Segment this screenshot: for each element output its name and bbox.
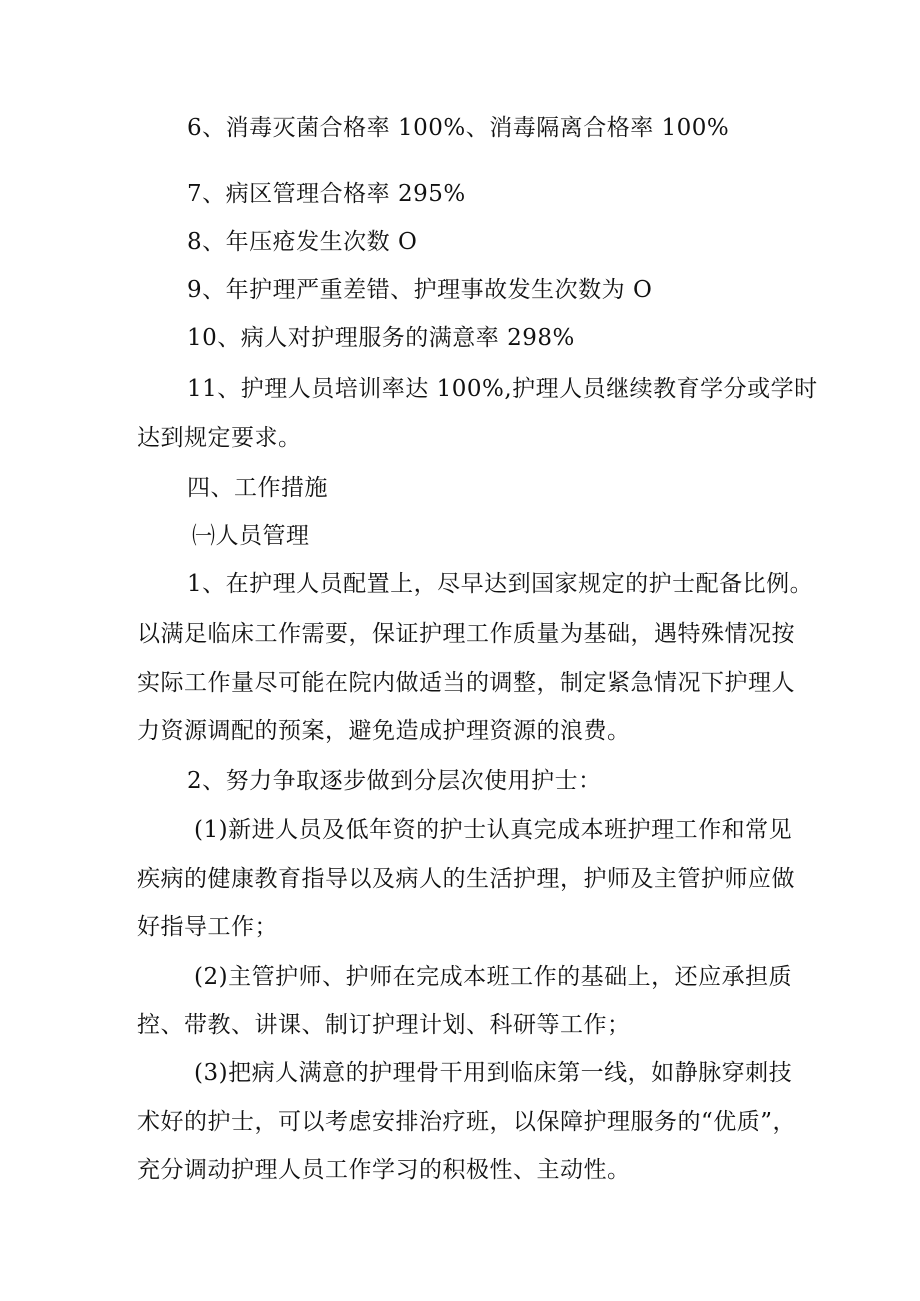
- sub-item-1-line-2: 疾病的健康教育指导以及病人的生活护理，护师及主管护师应做: [137, 866, 795, 892]
- sub-item-3-line-1: (3)把病人满意的护理骨干用到临床第一线，如静脉穿刺技: [194, 1060, 793, 1086]
- item-9-line: 9、年护理严重差错、护理事故发生次数为 O: [187, 277, 653, 303]
- measure-2-line: 2、努力争取逐步做到分层次使用护士：: [187, 768, 602, 794]
- sub-item-2-line-1: (2)主管护师、护师在完成本班工作的基础上，还应承担质: [194, 964, 793, 990]
- sub-item-3-line-3: 充分调动护理人员工作学习的积极性、主动性。: [137, 1157, 631, 1183]
- section-heading: 四、工作措施: [187, 475, 328, 501]
- measure-1-line-2: 以满足临床工作需要，保证护理工作质量为基础，遇特殊情况按: [137, 621, 795, 647]
- item-11-line: 11、护理人员培训率达 100%,护理人员继续教育学分或学时: [187, 376, 818, 402]
- item-11-continuation: 达到规定要求。: [137, 425, 302, 451]
- sub-item-2-line-2: 控、带教、讲课、制订护理计划、科研等工作；: [137, 1012, 631, 1038]
- subsection-heading: ㈠人员管理: [192, 523, 310, 549]
- item-6-line: 6、消毒灭菌合格率 100%、消毒隔离合格率 100%: [187, 115, 730, 141]
- measure-1-line-3: 实际工作量尽可能在院内做适当的调整，制定紧急情况下护理人: [137, 670, 795, 696]
- item-7-line: 7、病区管理合格率 295%: [187, 181, 466, 207]
- item-10-line: 10、病人对护理服务的满意率 298%: [187, 325, 575, 351]
- sub-item-1-line-1: (1)新进人员及低年资的护士认真完成本班护理工作和常见: [194, 817, 793, 843]
- measure-1-line-1: 1、在护理人员配置上，尽早达到国家规定的护士配备比例。: [187, 571, 814, 597]
- sub-item-3-line-2: 术好的护士，可以考虑安排治疗班，以保障护理服务的“优质”，: [137, 1109, 797, 1135]
- measure-1-line-4: 力资源调配的预案，避免造成护理资源的浪费。: [137, 718, 631, 744]
- item-8-line: 8、年压疮发生次数 O: [187, 229, 418, 255]
- sub-item-1-line-3: 好指导工作；: [137, 914, 278, 940]
